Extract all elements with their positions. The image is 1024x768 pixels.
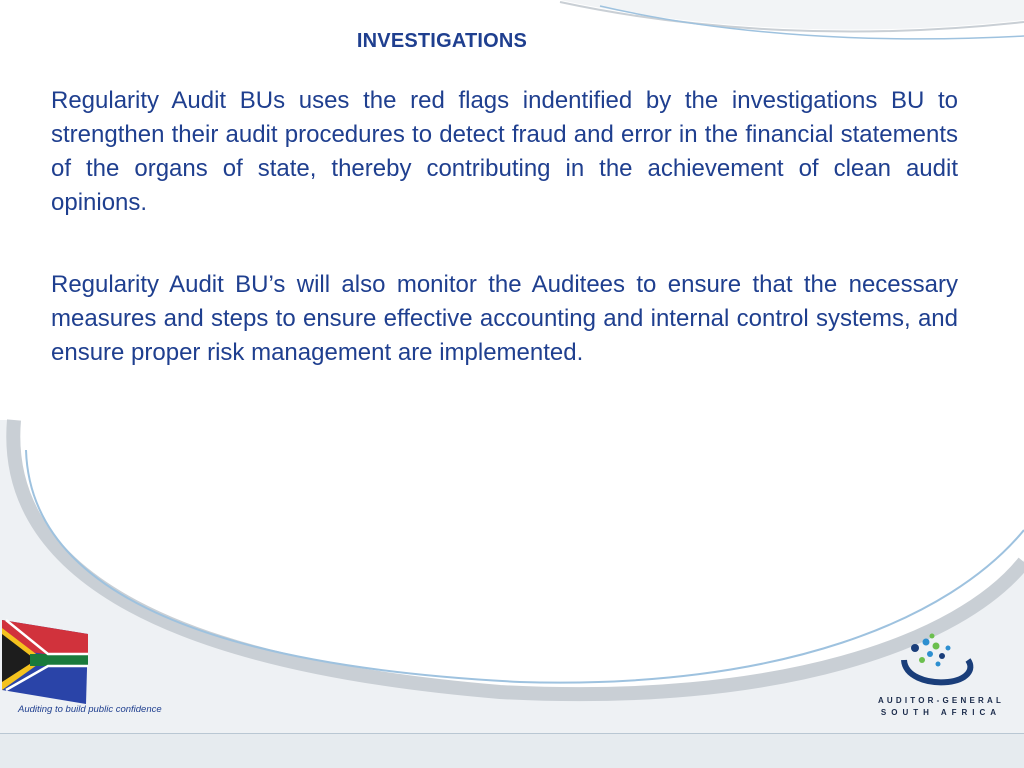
footer-band <box>0 733 1024 768</box>
body-paragraph-1: Regularity Audit BUs uses the red flags indentified by the investigations BU to strengthen their audit procedures to detect fraud and error in the financial statements of the organs of state, thereby contributing in the achievement of clean audit opinions. <box>51 87 958 216</box>
footer-tagline: Auditing to build public confidence <box>18 704 162 715</box>
brand-name-line-2: SOUTH AFRICA <box>880 708 1002 717</box>
brand-name-line-1: AUDITOR-GENERAL <box>877 696 1005 705</box>
south-africa-flag-icon <box>2 620 88 704</box>
slide-title: INVESTIGATIONS <box>356 30 528 52</box>
body-paragraph-2: Regularity Audit BU’s will also monitor the Auditees to ensure that the necessary measures and steps to ensure effective accounting and internal control systems, and ensure proper risk management are implemented. <box>51 271 958 366</box>
